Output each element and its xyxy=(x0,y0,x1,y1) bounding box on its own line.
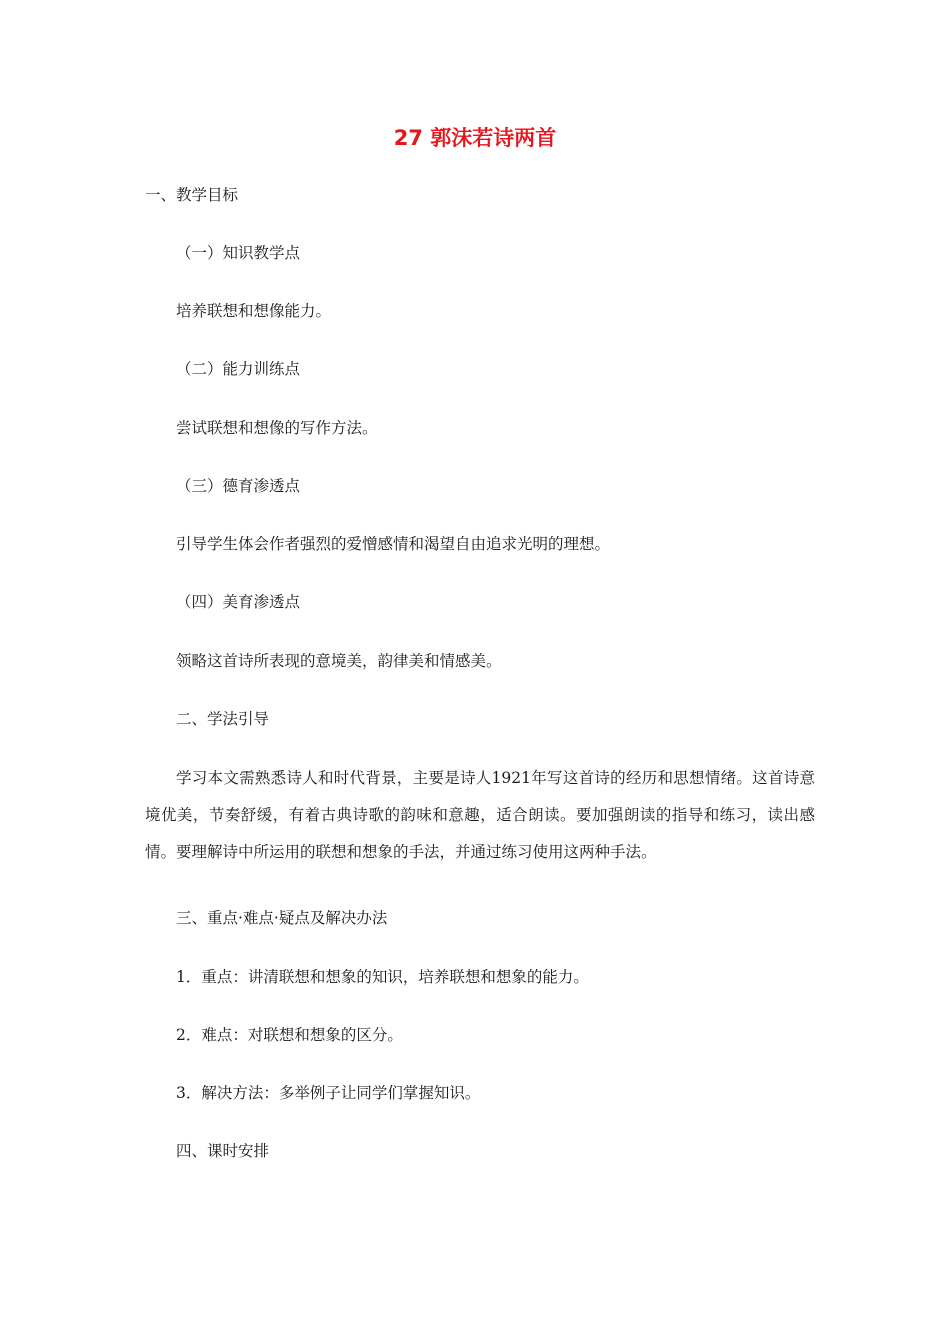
text-knowledge-point: 培养联想和想像能力。 xyxy=(176,302,332,320)
text-aesthetic-point: 领略这首诗所表现的意境美，韵律美和情感美。 xyxy=(176,652,502,670)
section-heading-schedule: 四、课时安排 xyxy=(176,1142,270,1160)
list-item-difficulty: 2．难点：对联想和想象的区分。 xyxy=(176,1026,403,1044)
document-title: 27 郭沫若诗两首 xyxy=(393,126,557,150)
subheading-aesthetic-point: （四）美育渗透点 xyxy=(176,593,301,611)
subheading-knowledge-point: （一）知识教学点 xyxy=(176,244,301,262)
text-ability-point: 尝试联想和想像的写作方法。 xyxy=(176,419,378,437)
subheading-ability-point: （二）能力训练点 xyxy=(176,360,301,378)
text-moral-point: 引导学生体会作者强烈的爱憎感情和渴望自由追求光明的理想。 xyxy=(176,535,611,553)
subheading-moral-point: （三）德育渗透点 xyxy=(176,477,301,495)
list-item-solution: 3．解决方法：多举例子让同学们掌握知识。 xyxy=(176,1084,481,1102)
section-heading-study-guide: 二、学法引导 xyxy=(176,710,270,728)
section-heading-key-points: 三、重点·难点·疑点及解决办法 xyxy=(176,909,388,927)
paragraph-study-guide: 学习本文需熟悉诗人和时代背景，主要是诗人1921年写这首诗的经历和思想情绪。这首诗意境优美，节奏舒缓，有着古典诗歌的韵味和意趣，适合朗读。要加强朗读的指导和练习，读出感情。要理解诗中所运用的联想和想象的手法，并通过练习使用这两种手法。 xyxy=(145,769,815,861)
section-heading-teaching-goals: 一、教学目标 xyxy=(145,186,239,204)
list-item-key-point: 1．重点：讲清联想和想象的知识，培养联想和想象的能力。 xyxy=(176,968,589,986)
